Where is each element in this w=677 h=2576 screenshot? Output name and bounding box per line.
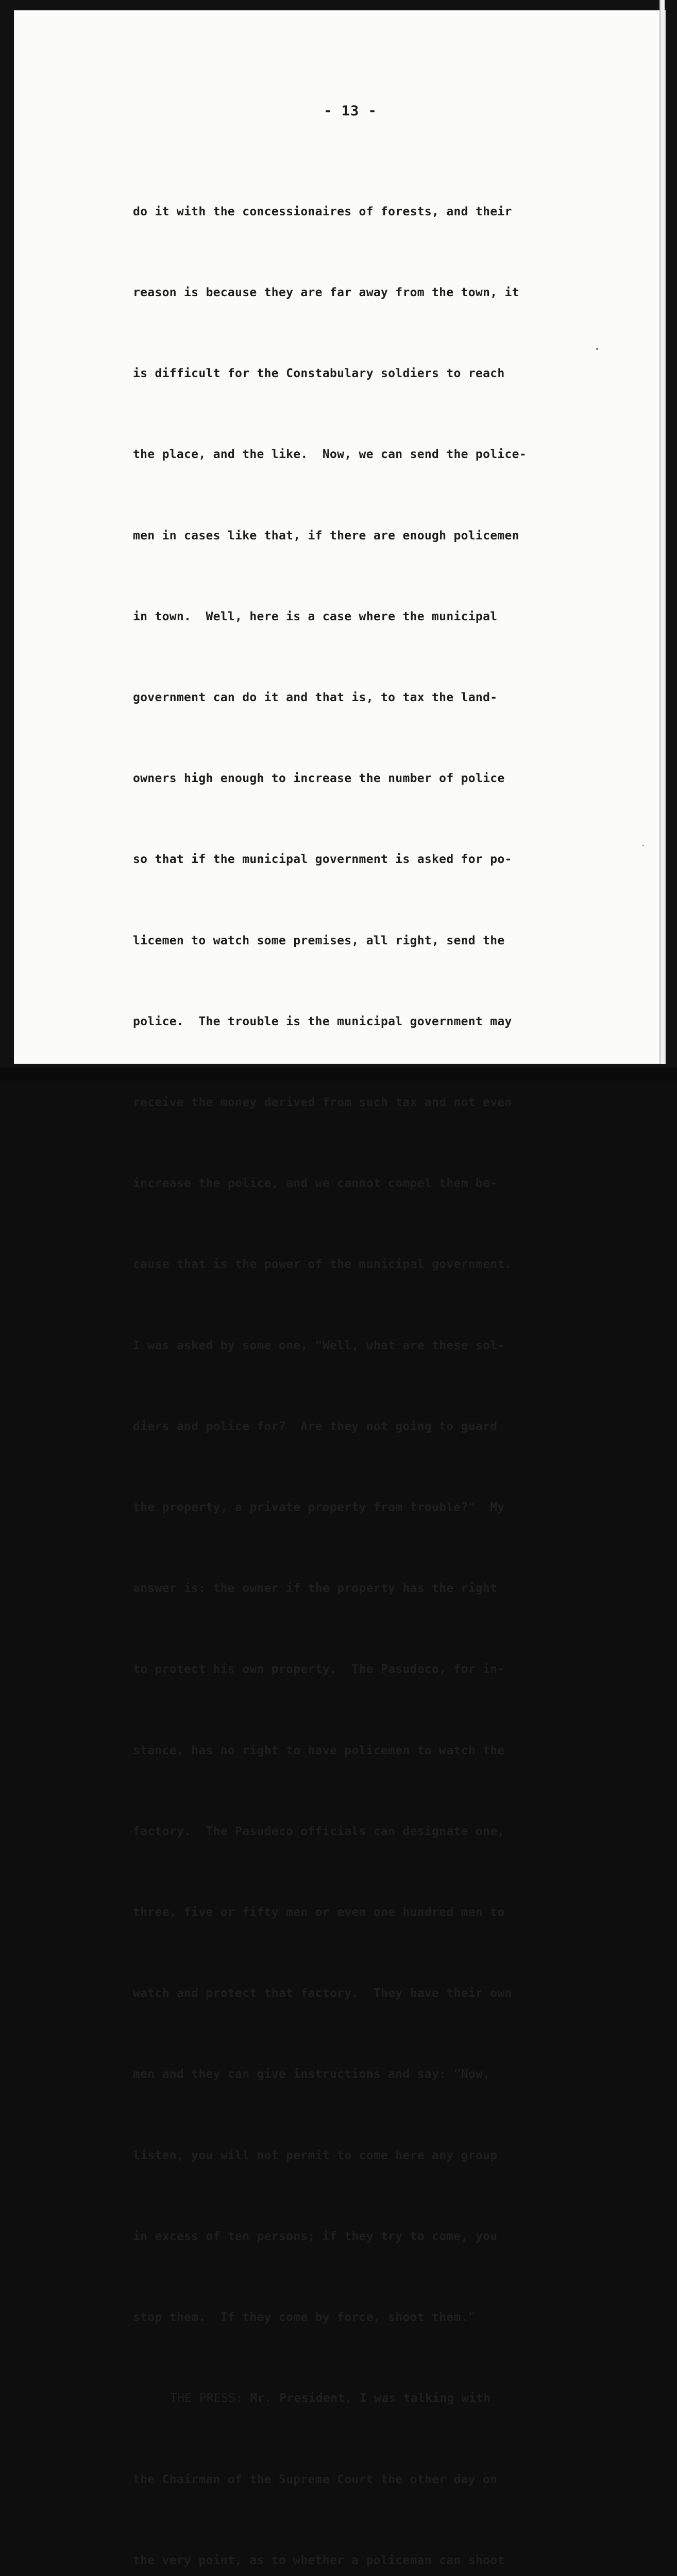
text-line: men in cases like that, if there are enough policemen (133, 529, 519, 543)
text-line: men and they can give instructions and say: "Now, (133, 2067, 490, 2081)
text-line: do it with the concessionaires of forests, and their (133, 205, 512, 218)
ink-speck (642, 845, 644, 846)
text-line: licemen to watch some premises, all right, send the (133, 934, 505, 947)
text-line: in town. Well, here is a case where the municipal (133, 609, 498, 623)
page-number: - 13 - (324, 103, 377, 119)
text-line: the property, a private property from trouble?" My (133, 1501, 505, 1515)
speaker-label: THE PRESS: (170, 2392, 243, 2405)
text-line: listen, you will not permit to come here any group (133, 2148, 498, 2162)
text-line: reason is because they are far away from the town, it (133, 286, 519, 300)
text-line: I was asked by some one, "Well, what are these sol- (133, 1338, 505, 1352)
text-line: the place, and the like. Now, we can send the police- (133, 448, 527, 462)
text-line: government can do it and that is, to tax the land- (133, 691, 498, 705)
text-line: so that if the municipal government is asked for po- (133, 853, 512, 867)
text-line: increase the police, and we cannot compel them be- (133, 1177, 498, 1191)
text-line: cause that is the power of the municipal government. (133, 1258, 512, 1272)
text-line: police. The trouble is the municipal government may (133, 1014, 512, 1028)
ink-speck (596, 348, 598, 350)
text-line: answer is: the owner if the property has the right (133, 1582, 498, 1596)
text-line: stop them. If they come by force, shoot them." (133, 2311, 476, 2325)
text-line: three, five or fifty men or even one hundred men to (133, 1906, 505, 1920)
text-line: receive the money derived from such tax and not even (133, 1096, 512, 1110)
text-line: the Chairman of the Supreme Court the other day on (133, 2472, 498, 2486)
body-text (133, 144, 576, 2576)
text-line: watch and protect that factory. They have their own (133, 1987, 512, 2001)
text-line: factory. The Pasudeco officials can designate one, (133, 1824, 505, 1838)
press-question-first-line (133, 2385, 576, 2412)
text-line: stance, has no right to have policemen to watch the (133, 1743, 505, 1757)
page-edge (659, 0, 665, 1064)
text-line: diers and police for? Are they not going to guard (133, 1419, 498, 1433)
text-line: to protect his own property. The Pasudeco, for in- (133, 1663, 505, 1676)
text-line: the very point, as to whether a policeman can shoot (133, 2553, 505, 2567)
text-line: owners high enough to increase the number of police (133, 772, 505, 786)
press-question-text: Mr. President, I was talking with (250, 2392, 491, 2405)
text-line: is difficult for the Constabulary soldiers to reach (133, 367, 505, 381)
text-line: in excess of ten persons; if they try to come, you (133, 2229, 498, 2243)
